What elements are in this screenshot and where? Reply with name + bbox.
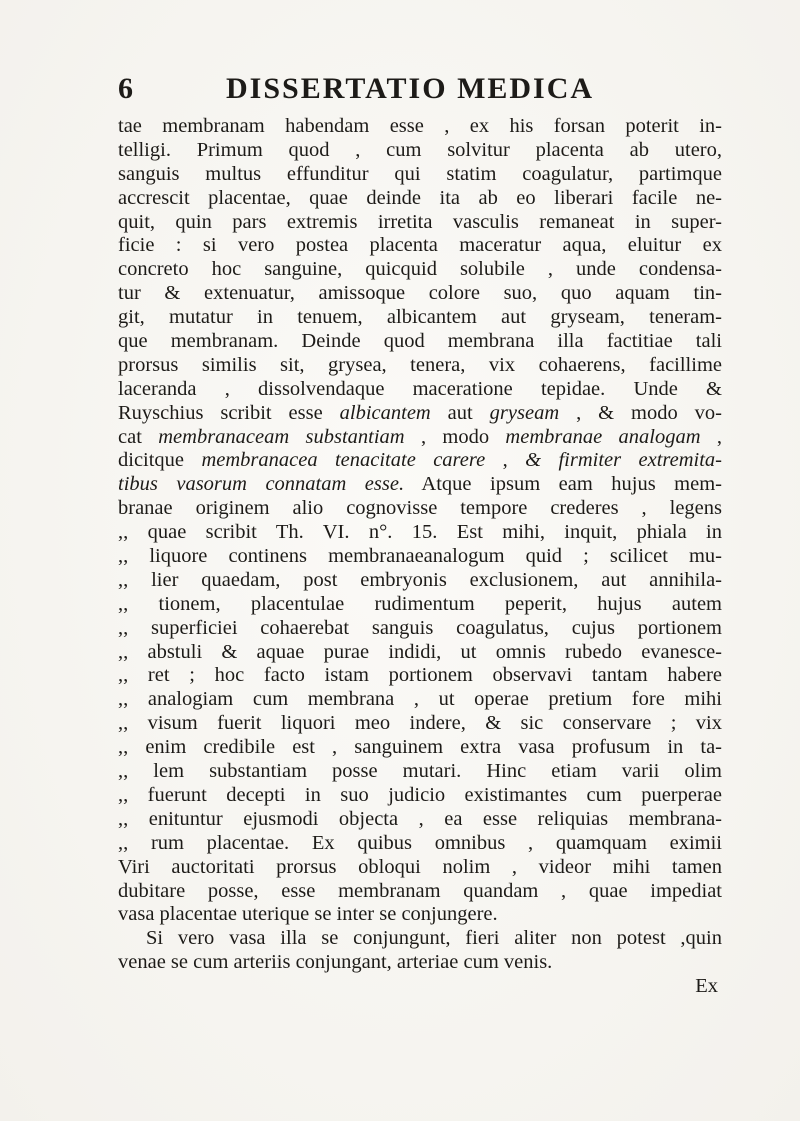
text-line: Viri auctoritati prorsus obloqui nolim , videor mihi tamen xyxy=(118,855,722,878)
page-header xyxy=(118,68,718,108)
text-line: quit, quin pars extremis irretita vasculis remaneat in super- xyxy=(118,210,722,233)
text-line: prorsus similis sit, grysea, tenera, vix cohaerens, facillime xyxy=(118,353,722,376)
italic-term: gryseam xyxy=(489,401,560,424)
text-line: dicitque membranacea tenacitate carere , & firmiter extremita- xyxy=(118,449,722,472)
catchword: Ex xyxy=(695,975,718,998)
text-line: ,, liquore continens membranaeanalogum quid ; scilicet mu- xyxy=(118,545,722,568)
text-line: ,, tionem, placentulae rudimentum peperit, hujus autem xyxy=(118,592,722,615)
page-number: 6 xyxy=(118,72,133,105)
text-line: ,, quae scribit Th. VI. n°. 15. Est mihi, inquit, phiala in xyxy=(118,521,722,544)
text-line: venae se cum arteriis conjungant, arteriae cum venis. xyxy=(118,951,553,974)
text-line: ,, analogiam cum membrana , ut operae pretium fore mihi xyxy=(118,688,722,711)
text-line: ,, enituntur ejusmodi objecta , ea esse reliquias membrana- xyxy=(118,807,722,830)
text-line: laceranda , dissolvendaque maceratione tepidae. Unde & xyxy=(118,377,722,400)
text-line: ,, lier quaedam, post embryonis exclusionem, aut annihila- xyxy=(118,568,722,591)
text-line: telligi. Primum quod , cum solvitur placenta ab utero, xyxy=(118,138,722,161)
text-line: concreto hoc sanguine, quicquid solubile , unde condensa- xyxy=(118,258,722,281)
text-line: Si vero vasa illa se conjungunt, fieri aliter non potest ,quin xyxy=(146,927,722,950)
italic-term: membranacea tenacitate carere xyxy=(201,449,486,472)
text-line: ,, abstuli & aquae purae indidi, ut omnis rubedo evanesce- xyxy=(118,640,722,663)
text-line: Ruyschius scribit esse albicantem aut gryseam , & modo vo- xyxy=(118,401,722,424)
text-line: que membranam. Deinde quod membrana illa factitiae tali xyxy=(118,330,722,353)
text-line: ,, ret ; hoc facto istam portionem observavi tantam habere xyxy=(118,664,722,687)
text-line: ficie : si vero postea placenta maceratur aqua, eluitur ex xyxy=(118,234,722,257)
text-line: branae originem alio cognovisse tempore crederes , legens xyxy=(118,497,722,520)
text-line: ,, fuerunt decepti in suo judicio existimantes cum puerperae xyxy=(118,783,722,806)
text-line: ,, rum placentae. Ex quibus omnibus , quamquam eximii xyxy=(118,831,722,854)
italic-term: albicantem xyxy=(339,401,431,424)
text-line: ,, superficiei cohaerebat sanguis coagulatus, cujus portionem xyxy=(118,616,722,639)
text-line: dubitare posse, esse membranam quandam , quae impediat xyxy=(118,879,722,902)
italic-term: & firmiter extremita- xyxy=(525,449,722,472)
italic-term: membranae analogam xyxy=(505,425,701,448)
running-head: DISSERTATIO MEDICA xyxy=(226,72,595,105)
text-line: vasa placentae uterique se inter se conjungere. xyxy=(118,903,498,926)
text-line: git, mutatur in tenuem, albicantem aut gryseam, teneram- xyxy=(118,306,722,329)
italic-term: membranaceam substantiam xyxy=(158,425,405,448)
text-line: sanguis multus effunditur qui statim coagulatur, partimque xyxy=(118,162,722,185)
body-text xyxy=(118,115,722,999)
text-line: ,, lem substantiam posse mutari. Hinc etiam varii olim xyxy=(118,760,722,783)
text-line: ,, enim credibile est , sanguinem extra vasa profusum in ta- xyxy=(118,736,722,759)
text-line: tibus vasorum connatam esse. Atque ipsum eam hujus mem- xyxy=(118,473,722,496)
text-line: ,, visum fuerit liquori meo indere, & sic conservare ; vix xyxy=(118,712,722,735)
text-line: accrescit placentae, quae deinde ita ab eo liberari facile ne- xyxy=(118,186,722,209)
text-line: cat membranaceam substantiam , modo membranae analogam , xyxy=(118,425,722,448)
italic-term: tibus vasorum connatam esse. xyxy=(118,473,405,496)
text-line: tur & extenuatur, amissoque colore suo, quo aquam tin- xyxy=(118,282,722,305)
text-line: tae membranam habendam esse , ex his forsan poterit in- xyxy=(118,115,722,137)
